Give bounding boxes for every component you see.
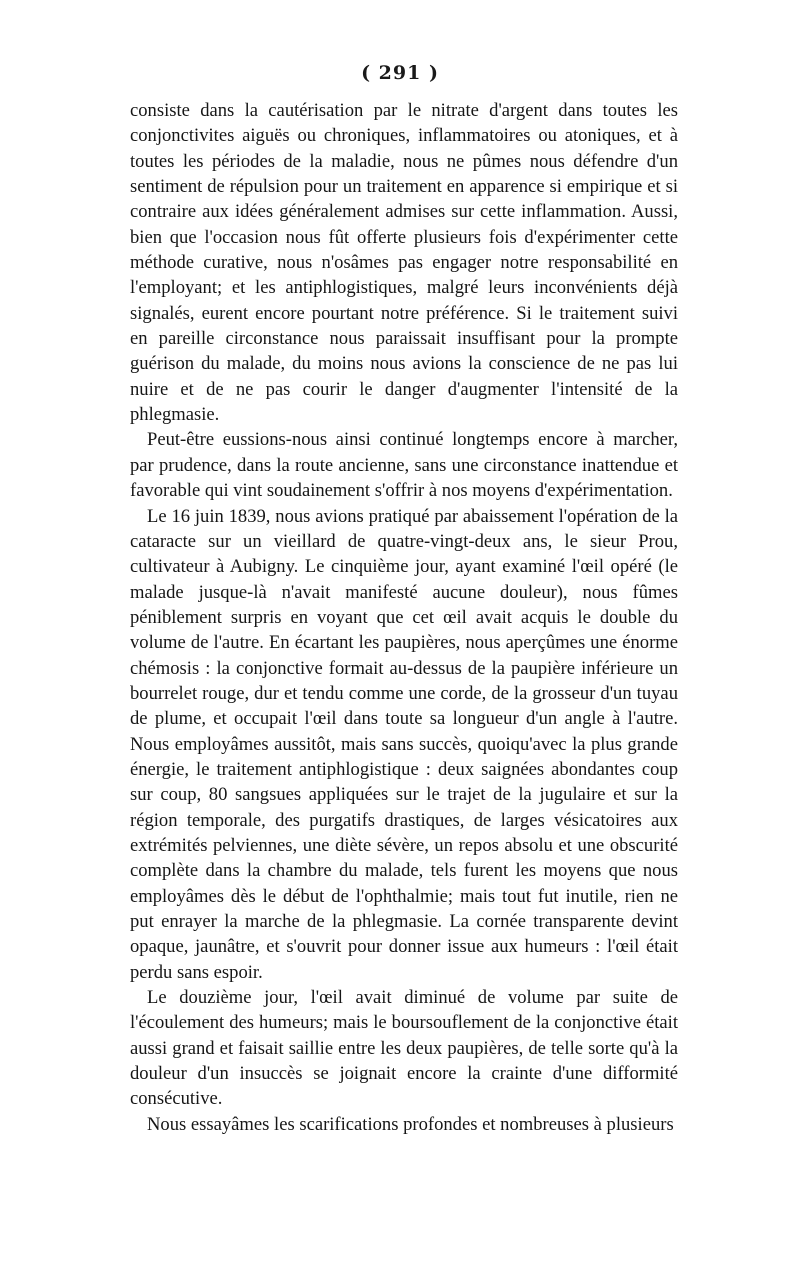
paragraph: Nous essayâmes les scarifications profondes et nombreuses à plusieurs [147,1113,674,1135]
body-text [130,98,678,1137]
page-number: ( 291 ) [361,62,439,84]
paragraph-continuation: consiste dans la cautérisation par le nitrate d'argent dans toutes les conjonctivites aiguës ou chroniques, inflammatoires ou atoniques, et à toutes les périodes de la maladie, nous ne pûmes nous défendre d'un sentiment de répulsion pour un traitement en apparence si empirique et si contraire aux idées généralement admises sur cette inflammation. Aussi, bien que l'occasion nous fût offerte plusieurs fois d'expérimenter cette méthode curative, nous n'osâmes pas engager notre responsabilité en l'employant; et les antiphlogistiques, malgré leurs inconvénients déjà signalés, eurent encore pourtant notre préférence. Si le traitement suivi en pareille circonstance nous paraissait insuffisant pour la prompte guérison du malade, du moins nous avions la conscience de ne pas lui nuire et de ne pas courir le danger d'augmenter l'intensité de la phlegmasie. [130,100,678,426]
paragraph: Le douzième jour, l'œil avait diminué de volume par suite de l'écoulement des humeurs; mais le boursouflement de la conjonctive était aussi grand et faisait saillie entre les deux paupières, de telle sorte qu'à la douleur d'un insuccès se joignait encore la crainte d'une difformité consécutive. [130,987,678,1110]
paragraph: Le 16 juin 1839, nous avions pratiqué par abaissement l'opération de la cataracte sur un vieillard de quatre-vingt-deux ans, le sieur Prou, cultivateur à Aubigny. Le cinquième jour, ayant examiné l'œil opéré (le malade jusque-là n'avait manifesté aucune douleur), nous fûmes péniblement surpris en voyant que cet œil avait acquis le double du volume de l'autre. En écartant les paupières, nous aperçûmes une énorme chémosis : la conjonctive formait au-dessus de la paupière inférieure un bourrelet rouge, dur et tendu comme une corde, de la grosseur d'un tuyau de plume, et occupait l'œil dans toute sa longueur d'un angle à l'autre. Nous employâmes aussitôt, mais sans succès, quoiqu'avec la plus grande énergie, le traitement antiphlogistique : deux saignées abondantes coup sur coup, 80 sangsues appliquées sur le trajet de la jugulaire et sur la région temporale, des purgatifs drastiques, de larges vésicatoires aux extrémités pelviennes, une diète sévère, un repos absolu et une obscurité complète dans la chambre du malade, tels furent les moyens que nous employâmes dès le début de l'ophthalmie; mais tout fut inutile, rien ne put enrayer la marche de la phlegmasie. La cornée transparente devint opaque, jaunâtre, et s'ouvrit pour donner issue aux humeurs : l'œil était perdu sans espoir. [130,505,678,983]
paragraph: Peut-être eussions-nous ainsi continué longtemps encore à marcher, par prudence, dans la route ancienne, sans une circonstance inattendue et favorable qui vint soudainement s'offrir à nos moyens d'expérimentation. [130,429,678,502]
